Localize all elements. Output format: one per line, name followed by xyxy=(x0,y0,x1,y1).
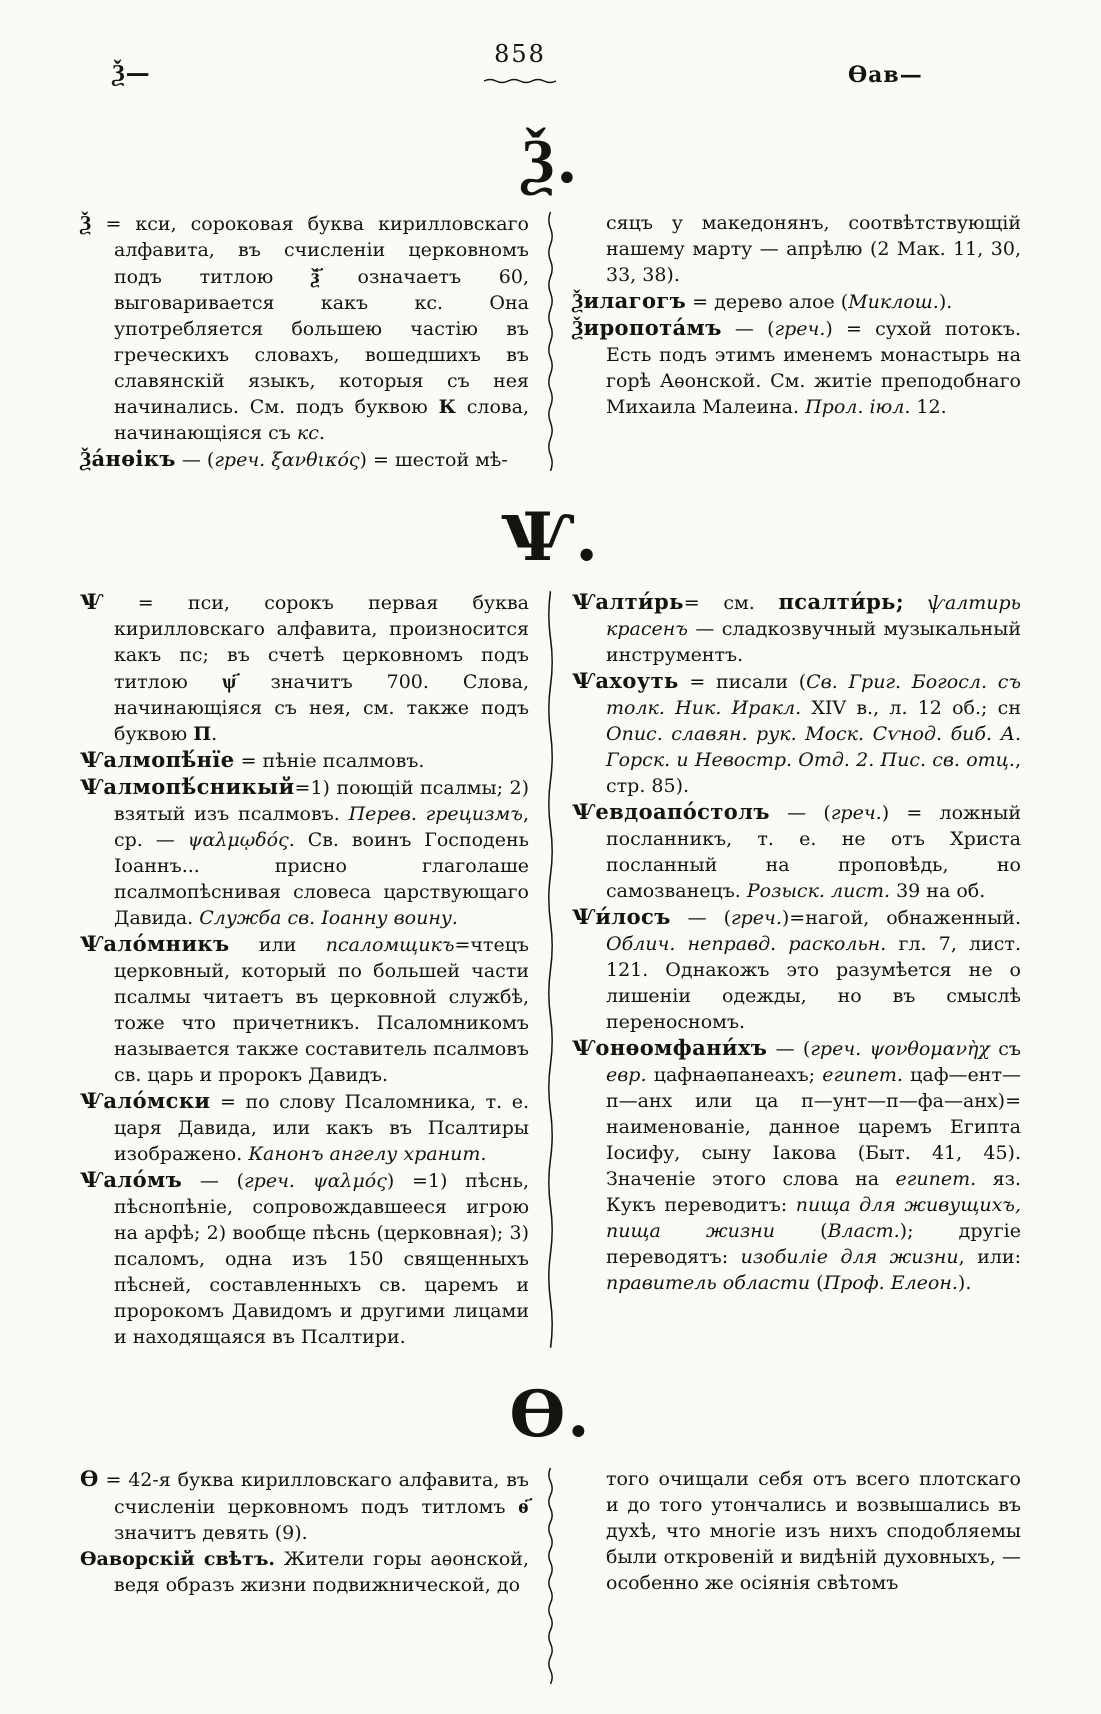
entry-continuation xyxy=(572,1466,1021,1596)
section-fita-columns xyxy=(0,1466,1101,1686)
dictionary-entry xyxy=(572,589,1021,668)
text-run: . Св. воинъ Господень Іоаннъ... присно глаголаше псалмопѣснивая словеса царствующаго Давида. xyxy=(114,829,529,929)
running-head-right: Ѳав— xyxy=(848,62,923,88)
column-divider-squiggle xyxy=(529,1466,572,1686)
text-run: — ( xyxy=(175,449,215,471)
text-run xyxy=(861,1038,869,1060)
headword: Ѱалмопѣ́нїе xyxy=(80,747,235,772)
text-run: = писали ( xyxy=(678,671,807,693)
text-run: = пси, сорокъ первая буква кирилловскаго алфавита, произносится какъ пс; въ счетѣ церковномъ подъ титлою xyxy=(103,592,529,693)
text-run: = дерево алое ( xyxy=(686,291,849,313)
dictionary-entry xyxy=(80,589,529,747)
headword: Ѱи́лосъ xyxy=(572,904,671,929)
text-run: значитъ 700. Слова, начинающіяся съ нея, см. также подъ буквою xyxy=(114,671,529,745)
italic-run: греч. xyxy=(830,802,882,824)
text-run: = пѣніе псалмовъ. xyxy=(234,750,425,772)
italic-run: Св. Григ. Богосл. съ толк. Ник. Иракл. xyxy=(606,671,1021,719)
dictionary-entry xyxy=(80,1088,529,1167)
text-run: — ( xyxy=(670,907,732,929)
text-run: = по слову Псаломника, т. е. царя Давида, или какъ въ Псалтиры изображено. xyxy=(114,1091,529,1165)
text-run: = см. xyxy=(683,592,779,614)
section-psi-right-column xyxy=(572,589,1021,1350)
greek-run: ψαλμός xyxy=(312,1170,387,1192)
text-run: ). xyxy=(957,1272,972,1294)
italic-run: Канонъ ангелу хранит. xyxy=(248,1143,487,1165)
headword: ѯ҃ xyxy=(311,263,320,288)
dictionary-entry xyxy=(572,904,1021,1035)
italic-run: Служба св. Іоанну воину. xyxy=(199,907,458,929)
italic-run: Прол. іюл. xyxy=(805,396,911,418)
text-run: ) = сухой потокъ. Есть подъ этимъ именемъ монастырь на горѣ Аѳонской. См. житіе преподобнаго Михаила Малеина. xyxy=(606,318,1021,418)
italic-run: Опис. славян. рук. Моск. Сѵнод. биб. А. Горск. и Невостр. Отд. 2. Пис. св. отц. xyxy=(606,723,1021,771)
italic-run: Розыск. лист. xyxy=(746,880,891,902)
section-initial-fita: Ѳ. xyxy=(509,1377,592,1452)
text-run: того очищали себя отъ всего плотскаго и до того утончались и возвышались въ духѣ, что многіе изъ нихъ сподобляемы были откровеній и видѣній духовныхъ, — особенно же осіянія свѣтомъ xyxy=(606,1468,1021,1594)
text-run: слова, начинающіяся съ xyxy=(114,396,529,444)
headword: Ѱонѳомфани́хъ xyxy=(572,1035,768,1060)
italic-run: ѱалтирь красенъ xyxy=(606,592,1021,640)
page-number-block xyxy=(478,40,562,89)
text-run: ) = шестой мѣ- xyxy=(359,449,508,471)
headword: Ѯа́нѳікъ xyxy=(80,446,176,471)
section-fita-right-column xyxy=(572,1466,1021,1686)
page-number: 858 xyxy=(494,40,546,68)
italic-run: кс xyxy=(296,422,319,444)
italic-run: правитель области xyxy=(606,1272,811,1294)
section-initial-xi: Ѯ. xyxy=(521,124,580,197)
running-head-left: Ѯ— xyxy=(112,58,151,87)
dictionary-entry xyxy=(572,288,1021,315)
text-run: ) = ложный посланникъ, т. е. не отъ Христа посланный на проповѣдь, но самозванецъ. xyxy=(606,802,1021,902)
column-divider-squiggle xyxy=(529,210,572,473)
bold-run: П xyxy=(193,723,212,745)
headword: Ѱало́мски xyxy=(80,1088,211,1113)
headword: Ѱало́мникъ xyxy=(80,931,230,956)
text-run: съ xyxy=(989,1038,1021,1060)
italic-run: Миклош. xyxy=(848,291,939,313)
headword: Ѱевдоапо́столъ xyxy=(572,799,770,824)
italic-run: египет. xyxy=(895,1168,977,1190)
section-xi-columns xyxy=(0,210,1101,473)
text-run: — сладкозвучный музыкальный инструментъ. xyxy=(606,618,1021,666)
text-run: — ( xyxy=(182,1170,245,1192)
entry-continuation xyxy=(572,210,1021,288)
text-run: )=нагой, обнаженный. xyxy=(781,907,1021,929)
text-run: . xyxy=(318,422,325,444)
dictionary-entry xyxy=(80,931,529,1088)
text-run: цаф—ент—п—анх или ца п—унт—п—фа—анх)= наименованіе, данное царемъ Египта Іосифу, сыну Іакова (Быт. 41, 45). Значеніе этого слова на xyxy=(606,1064,1021,1190)
column-divider-squiggle xyxy=(529,589,572,1350)
text-run: или xyxy=(229,934,326,956)
page-number-squiggle-rule xyxy=(478,70,562,89)
headword: Ѳ xyxy=(80,1466,99,1491)
dictionary-entry xyxy=(572,799,1021,904)
dictionary-entry xyxy=(80,210,529,446)
dictionary-entry xyxy=(80,446,529,473)
text-run: XIV в., л. 12 об.; сн xyxy=(801,697,1021,719)
dictionary-entry xyxy=(572,1035,1021,1296)
italic-run: псаломщикъ xyxy=(325,934,455,956)
section-fita-left-column xyxy=(80,1466,529,1686)
headword: Ѯилагогъ xyxy=(572,288,687,313)
italic-run: Облич. неправд. раскольн. xyxy=(606,933,887,955)
section-psi-columns xyxy=(0,589,1101,1350)
italic-run: греч. xyxy=(214,449,266,471)
text-run: , или: xyxy=(958,1246,1021,1268)
dictionary-entry xyxy=(572,315,1021,420)
headword: Ѱало́мъ xyxy=(80,1167,183,1192)
italic-run: греч. xyxy=(731,907,782,929)
greek-run: ψονθομανὴχ xyxy=(869,1038,990,1060)
headword: Ѯ xyxy=(80,210,92,235)
text-run xyxy=(295,1170,313,1192)
section-xi-right-column xyxy=(572,210,1021,473)
italic-run: египет. xyxy=(822,1064,903,1086)
text-run: сяцъ у македонянъ, соотвѣтствующій нашему марту — апрѣлю (2 Мак. 11, 30, 33, 38). xyxy=(606,212,1021,286)
text-run: гл. 7, лист. 121. Однакожъ это разумѣется не о лишеніи одежды, но въ смыслѣ переносномъ. xyxy=(606,933,1021,1033)
text-run: . xyxy=(211,723,218,745)
italic-run: Перев. грецизмъ xyxy=(348,803,523,825)
dictionary-entry xyxy=(80,1167,529,1350)
text-run: — ( xyxy=(721,318,775,340)
greek-run: ψαλμῳδός xyxy=(187,829,289,851)
greek-run: ξανθικός xyxy=(271,449,360,471)
italic-run: изобиліе для жизни xyxy=(740,1246,959,1268)
headword: псалти́рь; xyxy=(778,589,904,614)
headword: Ѱ xyxy=(80,589,104,614)
text-run: ( xyxy=(774,1220,828,1242)
text-run: ) =1) пѣснь, пѣснопѣніе, сопровождавшееся игрою на арфѣ; 2) вообще пѣснь (церковная); 3) псаломъ, одна изъ 150 священныхъ пѣсней, составленныхъ св. царемъ и пророкомъ Давидомъ и другими лицами и находящаяся въ Псалтири. xyxy=(114,1170,529,1348)
text-run: — ( xyxy=(769,802,831,824)
text-run: =чтецъ церковный, который по большей части псалмы читаетъ въ церковной службѣ, тоже что причетникъ. Псаломникомъ называется также составитель псалмовъ св. царь и пророкъ Давидъ. xyxy=(114,934,529,1086)
text-run: ); другіе переводятъ: xyxy=(606,1220,1021,1268)
headword: Ѱахоуть xyxy=(572,668,679,693)
dictionary-entry xyxy=(80,1466,529,1546)
headword: ѱ҃ xyxy=(221,668,237,693)
dictionary-entry xyxy=(80,747,529,774)
italic-run: Проф. Елеон. xyxy=(823,1272,958,1294)
text-run: 12. xyxy=(910,396,947,418)
bold-run: К xyxy=(438,396,456,418)
text-run: = 42-я буква кирилловскаго алфавита, въ счисленіи церковномъ подъ титломъ xyxy=(98,1469,529,1518)
text-run: означаетъ 60, выговаривается какъ кс. Она употребляется большею частію въ греческихъ словахъ, вошедшихъ въ славянскій языкъ, которыя съ нея начинались. См. подъ буквою xyxy=(114,266,529,418)
dictionary-entry xyxy=(80,1546,529,1598)
italic-run: Власт. xyxy=(827,1220,900,1242)
section-psi-left-column xyxy=(80,589,529,1350)
text-run: = кси, сороковая буква кирилловскаго алфавита, въ счисленіи церковномъ подъ титлою xyxy=(91,213,529,288)
italic-run: греч. xyxy=(810,1038,862,1060)
bold-run: Ѳаворскій свѣтъ. xyxy=(80,1548,276,1570)
headword: Ѱалти́рь xyxy=(572,589,684,614)
dictionary-entry xyxy=(80,774,529,931)
text-run: 39 на об. xyxy=(890,880,986,902)
text-run: , ср. — xyxy=(114,803,529,851)
italic-run: греч. xyxy=(244,1170,295,1192)
dictionary-entry xyxy=(572,668,1021,799)
italic-run: греч. xyxy=(774,318,826,340)
text-run: цафнаѳпанеахъ; xyxy=(646,1064,823,1086)
section-initial-psi: Ѱ. xyxy=(500,498,601,576)
text-run: яз. Кукъ переводитъ: xyxy=(606,1168,1021,1216)
headword: Ѱалмопѣ́сникый xyxy=(80,774,295,799)
text-run: Жители горы аѳонской, ведя образъ жизни подвижнической, до xyxy=(114,1548,529,1596)
headword: Ѯиропота́мъ xyxy=(572,315,722,340)
text-run: ). xyxy=(938,291,953,313)
italic-run: пища для живущихъ, пища жизни xyxy=(606,1194,1021,1242)
text-run: =1) поющій псалмы; 2) взятый изъ псалмовъ. xyxy=(114,777,529,825)
text-run: , стр. 85). xyxy=(606,749,1021,797)
text-run: значитъ девять (9). xyxy=(114,1522,308,1544)
text-run: — ( xyxy=(767,1038,811,1060)
text-run: ( xyxy=(810,1272,824,1294)
italic-run: евр. xyxy=(606,1064,647,1086)
section-xi-left-column xyxy=(80,210,529,473)
headword: ѳ҃ xyxy=(518,1493,529,1518)
